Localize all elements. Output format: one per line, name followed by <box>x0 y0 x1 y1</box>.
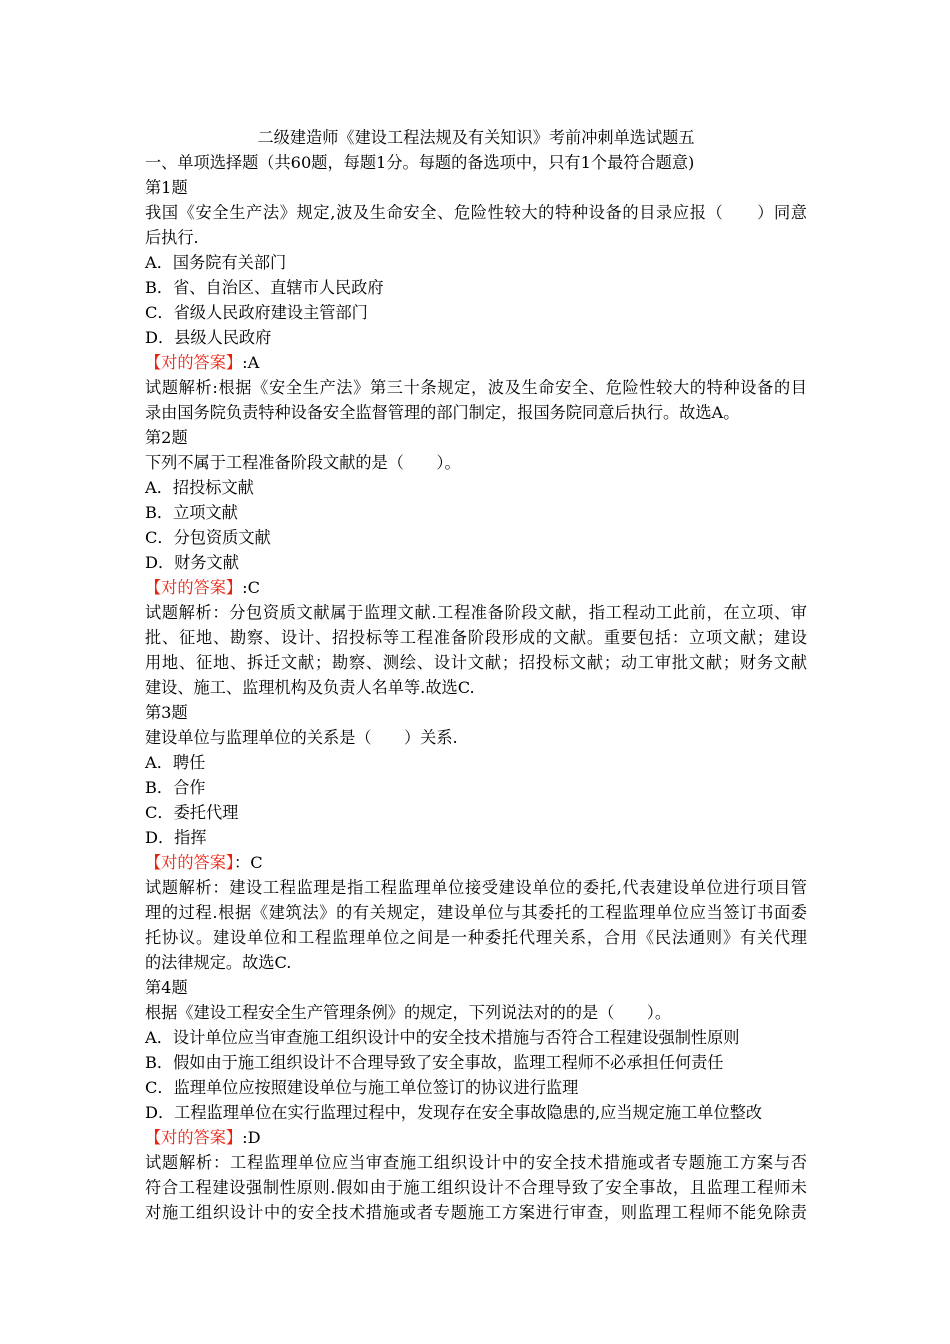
option-b: B．立项文献 <box>145 503 238 522</box>
question-stem-line: 我国《安全生产法》规定,波及生命安全、危险性较大的特种设备的目录应报（ ）同意 <box>145 203 807 222</box>
option-b: B．合作 <box>145 778 206 797</box>
option-c: C．委托代理 <box>145 803 239 822</box>
explanation-line: 用地、征地、拆迁文献；勘察、测绘、设计文献；招投标文献；动工审批文献；财务文献 <box>145 653 807 672</box>
question-stem-line: 建设单位与监理单位的关系是（ ）关系. <box>145 728 458 747</box>
question-block <box>145 425 807 700</box>
option-d: D．工程监理单位在实行监理过程中，发现存在安全事故隐患的,应当规定施工单位整改 <box>145 1103 763 1122</box>
answer-tag: 【对的答案】 <box>145 1128 243 1147</box>
option-a: A．设计单位应当审查施工组织设计中的安全技术措施与否符合工程建设强制性原则 <box>145 1028 740 1047</box>
answer-value: ：C <box>234 853 263 872</box>
question-stem-line: 下列不属于工程准备阶段文献的是（ ）。 <box>145 453 461 472</box>
option-a: A．招投标文献 <box>145 478 254 497</box>
question-stem-line: 后执行. <box>145 228 199 247</box>
answer-value: :A <box>242 353 260 372</box>
explanation-line: 试题解析：工程监理单位应当审查施工组织设计中的安全技术措施或者专题施工方案与否 <box>145 1153 807 1172</box>
section-heading: 一、单项选择题（共60题，每题1分。每题的备选项中，只有1个最符合题意) <box>145 153 695 172</box>
option-b: B．省、自治区、直辖市人民政府 <box>145 278 384 297</box>
answer-line <box>145 575 807 600</box>
answer-value: :D <box>242 1128 261 1147</box>
answer-tag: 【对的答案】 <box>145 578 243 597</box>
document-title: 二级建造师《建设工程法规及有关知识》考前冲刺单选试题五 <box>257 128 695 147</box>
explanation-line: 试题解析：建设工程监理是指工程监理单位接受建设单位的委托,代表建设单位进行项目管 <box>145 878 807 897</box>
answer-line <box>145 850 807 875</box>
document-body <box>145 125 807 1225</box>
option-c: C．分包资质文献 <box>145 528 271 547</box>
option-c: C．省级人民政府建设主管部门 <box>145 303 368 322</box>
answer-tag: 【对的答案】 <box>145 853 235 872</box>
question-number: 第1题 <box>145 178 188 197</box>
option-d: D．财务文献 <box>145 553 239 572</box>
answer-value: :C <box>242 578 260 597</box>
option-a: A．聘任 <box>145 753 206 772</box>
answer-line <box>145 1125 807 1150</box>
explanation-line: 试题解析:根据《安全生产法》第三十条规定，波及生命安全、危险性较大的特种设备的目 <box>145 378 807 397</box>
explanation-line: 试题解析：分包资质文献属于监理文献.工程准备阶段文献，指工程动工此前，在立项、审 <box>145 603 807 622</box>
explanation-line: 建设、施工、监理机构及负责人名单等.故选C. <box>145 678 475 697</box>
question-stem-line: 根据《建设工程安全生产管理条例》的规定，下列说法对的的是（ ）。 <box>145 1003 672 1022</box>
question-number: 第2题 <box>145 428 188 447</box>
option-c: C．监理单位应按照建设单位与施工单位签订的协议进行监理 <box>145 1078 579 1097</box>
question-number: 第3题 <box>145 703 188 722</box>
option-d: D．县级人民政府 <box>145 328 272 347</box>
answer-tag: 【对的答案】 <box>145 353 243 372</box>
explanation-line: 理的过程.根据《建筑法》的有关规定，建设单位与其委托的工程监理单位应当签订书面委 <box>145 903 807 922</box>
option-a: A．国务院有关部门 <box>145 253 287 272</box>
explanation-line: 符合工程建设强制性原则.假如由于施工组织设计不合理导致了安全事故，且监理工程师未 <box>145 1178 807 1197</box>
question-block <box>145 975 807 1225</box>
question-number: 第4题 <box>145 978 188 997</box>
explanation-line: 对施工组织设计中的安全技术措施或者专题施工方案进行审查，则监理工程师不能免除责 <box>145 1203 807 1222</box>
answer-line <box>145 350 807 375</box>
option-d: D．指挥 <box>145 828 207 847</box>
explanation-line: 托协议。建设单位和工程监理单位之间是一种委托代理关系，合用《民法通则》有关代理 <box>145 928 807 947</box>
explanation-line: 批、征地、勘察、设计、招投标等工程准备阶段形成的文献。重要包括：立项文献；建设 <box>145 628 807 647</box>
question-block <box>145 175 807 425</box>
option-b: B．假如由于施工组织设计不合理导致了安全事故，监理工程师不必承担任何责任 <box>145 1053 724 1072</box>
explanation-line: 的法律规定。故选C. <box>145 953 292 972</box>
explanation-line: 录由国务院负责特种设备安全监督管理的部门制定，报国务院同意后执行。故选A。 <box>145 403 740 422</box>
question-block <box>145 700 807 975</box>
